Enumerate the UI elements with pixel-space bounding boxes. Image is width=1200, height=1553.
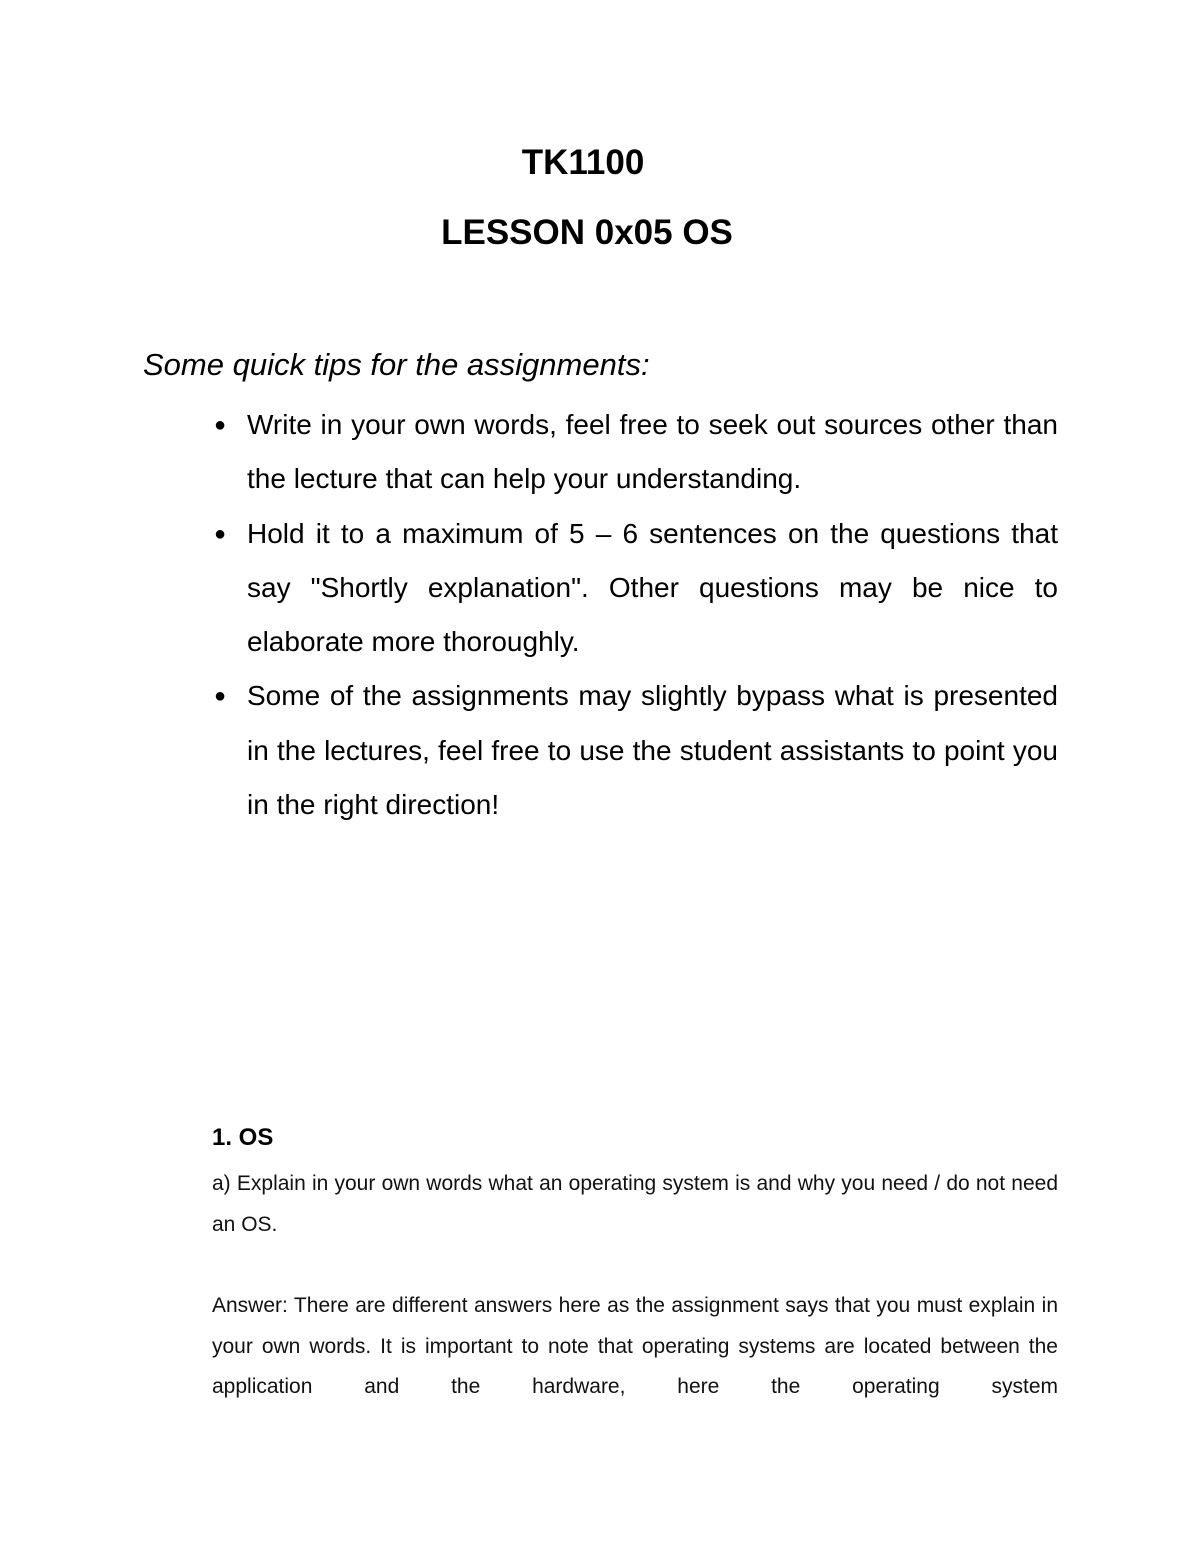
tip-item [0,507,1058,670]
bullet-icon: ● [214,414,227,436]
course-code-title: TK1100 [521,143,645,182]
question-text: a) Explain in your own words what an operating system is and why you need / do not need an OS. [212,1172,1058,1236]
tip-text: Write in your own words, feel free to seek out sources other than the lecture that can help your understanding. [247,409,1058,495]
answer-text: Answer: There are different answers here as the assignment says that you must explain in your own words. It is important to note that operating systems are located between the application and the hardware, here the operating system [212,1294,1058,1398]
tips-heading: Some quick tips for the assignments: [143,347,650,382]
tip-text: Hold it to a maximum of 5 – 6 sentences on the questions that say "Shortly explanation". Other questions may be nice to elaborate more thoroughly. [247,517,1058,658]
tip-item [0,398,1058,507]
tip-text: Some of the assignments may slightly bypass what is presented in the lectures, feel free to use the student assistants to point you in the right direction! [247,680,1058,821]
section-heading: 1. OS [212,1124,274,1151]
tips-list [0,398,1200,832]
tip-item [0,669,1058,832]
bullet-icon: ● [214,522,227,545]
bullet-icon: ● [214,685,227,708]
lesson-title: LESSON 0x05 OS [441,213,733,252]
